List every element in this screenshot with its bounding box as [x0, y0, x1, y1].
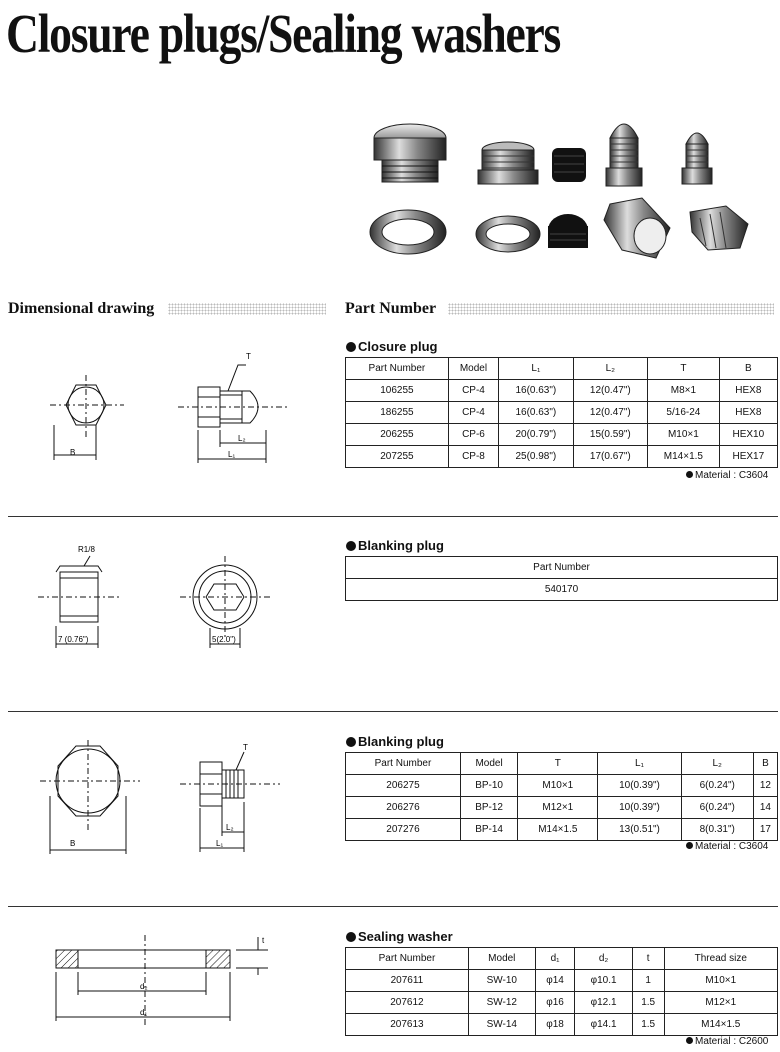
dim-d2-label: d₂	[140, 982, 148, 991]
table-cell: 12	[753, 775, 777, 797]
table-cell: M8×1	[648, 380, 720, 402]
table-header-cell: Part Number	[346, 358, 449, 380]
table-cell: 13(0.51")	[598, 819, 681, 841]
table-cell: BP-12	[460, 797, 517, 819]
sealing-washer-table	[345, 947, 778, 1036]
dim-l1-label: L₁	[216, 839, 224, 848]
sealing-washer-drawing	[40, 925, 320, 1035]
table-cell: 207611	[346, 970, 469, 992]
bullet-icon	[346, 541, 356, 551]
table-row	[346, 775, 778, 797]
cap-plug-side-small-icon	[690, 206, 748, 250]
table-cell: M14×1.5	[648, 446, 720, 468]
bullet-icon	[686, 1037, 693, 1044]
table-cell: 17(0.67")	[573, 446, 647, 468]
table-cell: 12(0.47")	[573, 380, 647, 402]
table-header-cell: d₁	[535, 948, 575, 970]
table-cell: φ12.1	[575, 992, 632, 1014]
table-cell: φ10.1	[575, 970, 632, 992]
bullet-icon	[346, 932, 356, 942]
hex-plug-small-icon	[478, 142, 538, 184]
table-row	[346, 380, 778, 402]
dim-l1-label: L₁	[228, 450, 236, 459]
table-header-cell: Part Number	[346, 948, 469, 970]
table-row	[346, 424, 778, 446]
table-header-cell: d₂	[575, 948, 632, 970]
table-cell: HEX17	[719, 446, 777, 468]
table-header-cell: L₂	[573, 358, 647, 380]
table-cell: 1	[632, 970, 664, 992]
table-row	[346, 797, 778, 819]
table-row	[346, 970, 778, 992]
heading-dots	[168, 303, 326, 315]
closure-plug-label: Closure plug	[346, 339, 437, 354]
section-divider	[8, 516, 778, 517]
table-cell: 1.5	[632, 992, 664, 1014]
bullet-icon	[686, 471, 693, 478]
table-cell: 1.5	[632, 1014, 664, 1036]
table-cell: 207255	[346, 446, 449, 468]
table-header-cell: Part Number	[346, 753, 461, 775]
table-cell: 207612	[346, 992, 469, 1014]
table-header-cell: L₂	[681, 753, 753, 775]
table-header-cell: Model	[460, 753, 517, 775]
table-header-cell: T	[518, 753, 598, 775]
table-header-cell: B	[719, 358, 777, 380]
table-cell: φ14	[535, 970, 575, 992]
table-cell: 14	[753, 797, 777, 819]
table-cell: 207613	[346, 1014, 469, 1036]
table-header-row	[346, 753, 778, 775]
table-cell: BP-14	[460, 819, 517, 841]
table-row	[346, 819, 778, 841]
page-title: Closure plugs/Sealing washers	[6, 3, 561, 64]
table-row	[346, 992, 778, 1014]
dim-b-label: B	[70, 448, 76, 457]
dim-7-label: 7 (0.76")	[58, 635, 89, 644]
closure-plug-drawing	[40, 345, 320, 475]
bullet-icon	[346, 342, 356, 352]
table-cell: 186255	[346, 402, 449, 424]
heading-dots	[448, 303, 774, 315]
blanking-plug-drawing-1	[20, 540, 320, 670]
table-cell: 25(0.98")	[499, 446, 573, 468]
section-divider	[8, 906, 778, 907]
table-header-cell: Model	[448, 358, 498, 380]
table-cell: 16(0.63")	[499, 402, 573, 424]
table-cell: 10(0.39")	[598, 775, 681, 797]
product-photos	[360, 108, 760, 268]
table-cell: 106255	[346, 380, 449, 402]
table-cell: 206275	[346, 775, 461, 797]
table-cell: CP-4	[448, 402, 498, 424]
bullet-icon	[346, 737, 356, 747]
dim-t-label: T	[246, 352, 251, 361]
table-row	[346, 402, 778, 424]
dim-r-label: R1/8	[78, 545, 95, 554]
set-screw-short-icon	[548, 214, 588, 248]
table-cell: M14×1.5	[664, 1014, 777, 1036]
washer-large-icon	[370, 210, 446, 254]
blanking-plug-1-label: Blanking plug	[346, 538, 444, 553]
dim-5-label: 5(2.0")	[212, 635, 236, 644]
table-row	[346, 446, 778, 468]
table-header-cell: B	[753, 753, 777, 775]
table-cell: CP-6	[448, 424, 498, 446]
set-screw-icon	[552, 148, 586, 182]
cap-plug-small-icon	[682, 133, 712, 184]
part-number-heading: Part Number	[345, 300, 437, 317]
table-cell: HEX8	[719, 380, 777, 402]
table-header-cell: Thread size	[664, 948, 777, 970]
blanking-plug-2-material: Material : C3604	[686, 841, 768, 852]
table-cell: 8(0.31")	[681, 819, 753, 841]
dim-d1-label: d₁	[140, 1008, 148, 1017]
closure-plug-table	[345, 357, 778, 468]
dim-l2-label: L₂	[238, 434, 246, 443]
dimensional-drawing-heading: Dimensional drawing	[8, 300, 155, 317]
table-cell: 207276	[346, 819, 461, 841]
table-cell: HEX8	[719, 402, 777, 424]
table-cell: φ14.1	[575, 1014, 632, 1036]
table-cell: SW-12	[468, 992, 535, 1014]
table-header-cell: L₁	[598, 753, 681, 775]
table-row	[346, 1014, 778, 1036]
dim-l2-label: L₂	[226, 823, 234, 832]
sealing-washer-label: Sealing washer	[346, 929, 453, 944]
table-cell: 10(0.39")	[598, 797, 681, 819]
table-cell: 15(0.59")	[573, 424, 647, 446]
blanking-plug-1-table	[345, 556, 778, 601]
table-header-cell: t	[632, 948, 664, 970]
table-cell: 6(0.24")	[681, 797, 753, 819]
dim-t-label: T	[243, 743, 248, 752]
table-cell: 206255	[346, 424, 449, 446]
washer-small-icon	[476, 216, 540, 252]
dim-b-label: B	[70, 839, 76, 848]
table-cell: CP-8	[448, 446, 498, 468]
table-cell: CP-4	[448, 380, 498, 402]
table-cell: SW-10	[468, 970, 535, 992]
table-cell: 5/16-24	[648, 402, 720, 424]
table-header-row	[346, 358, 778, 380]
blanking-plug-2-table	[345, 752, 778, 841]
table-cell: M10×1	[664, 970, 777, 992]
cap-plug-tall-icon	[606, 124, 642, 186]
table-cell: SW-14	[468, 1014, 535, 1036]
table-header-cell: T	[648, 358, 720, 380]
table-cell: BP-10	[460, 775, 517, 797]
sealing-washer-material: Material : C2600	[686, 1036, 768, 1047]
table-cell: M14×1.5	[518, 819, 598, 841]
table-header-cell: L₁	[499, 358, 573, 380]
bullet-icon	[686, 842, 693, 849]
table-cell: HEX10	[719, 424, 777, 446]
table-cell: 540170	[346, 579, 778, 601]
table-cell: φ16	[535, 992, 575, 1014]
table-header-row	[346, 948, 778, 970]
table-cell: φ18	[535, 1014, 575, 1036]
table-header-cell: Part Number	[346, 557, 778, 579]
table-cell: M10×1	[518, 775, 598, 797]
blanking-plug-drawing-2	[40, 740, 320, 865]
table-cell: 12(0.47")	[573, 402, 647, 424]
table-cell: M12×1	[664, 992, 777, 1014]
table-cell: M12×1	[518, 797, 598, 819]
table-header-cell: Model	[468, 948, 535, 970]
table-cell: M10×1	[648, 424, 720, 446]
table-cell: 206276	[346, 797, 461, 819]
table-cell: 17	[753, 819, 777, 841]
dim-t-label: t	[262, 936, 265, 945]
table-cell: 16(0.63")	[499, 380, 573, 402]
closure-plug-material: Material : C3604	[686, 470, 768, 481]
blanking-plug-2-label: Blanking plug	[346, 734, 444, 749]
cap-plug-side-icon	[604, 198, 670, 258]
section-divider	[8, 711, 778, 712]
table-cell: 6(0.24")	[681, 775, 753, 797]
hex-plug-icon	[374, 124, 446, 182]
table-cell: 20(0.79")	[499, 424, 573, 446]
